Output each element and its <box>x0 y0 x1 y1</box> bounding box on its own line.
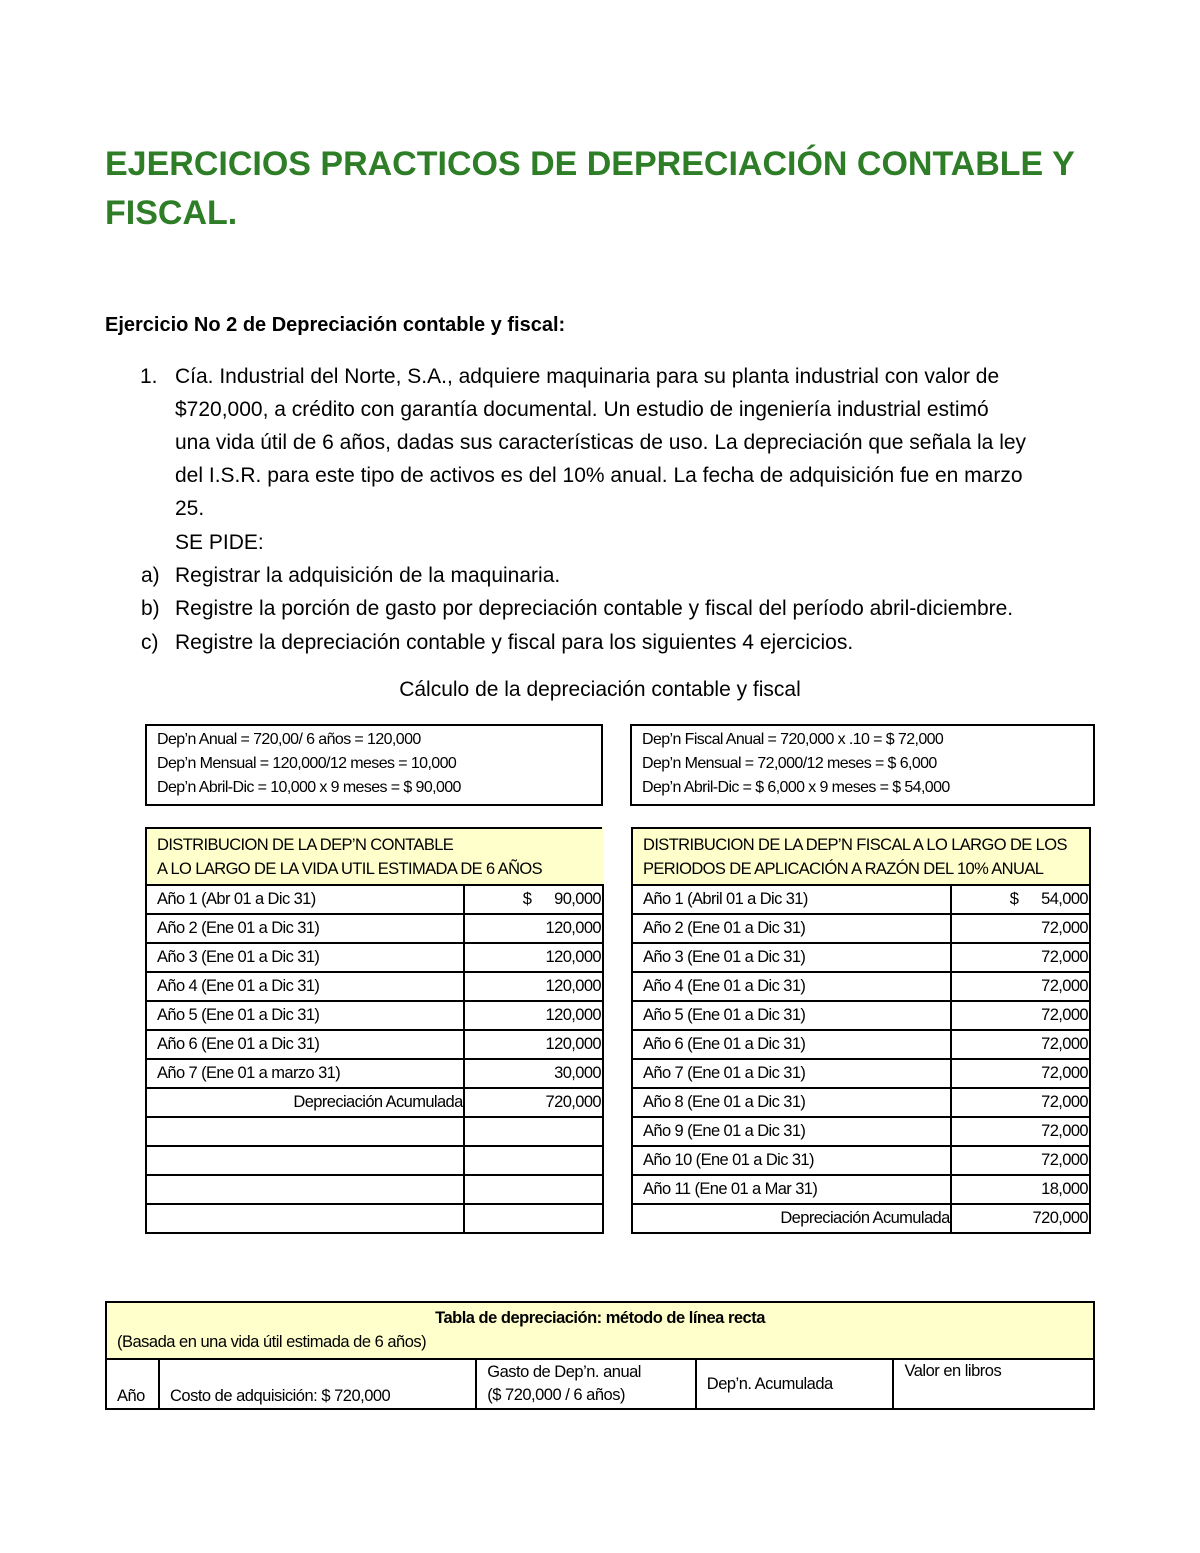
empty-cell <box>146 1146 464 1175</box>
row-value: 72,000 <box>951 1117 1090 1146</box>
expense-line: Gasto de Dep’n. anual <box>487 1363 641 1381</box>
row-value: 72,000 <box>951 1059 1090 1088</box>
row-label: Año 5 (Ene 01 a Dic 31) <box>146 1001 464 1030</box>
row-label: Año 3 (Ene 01 a Dic 31) <box>632 943 951 972</box>
row-value: 72,000 <box>951 1030 1090 1059</box>
header-line: DISTRIBUCION DE LA DEP’N FISCAL A LO LARGO DE LOS <box>643 835 1067 854</box>
row-label: Año 7 (Ene 01 a Dic 31) <box>632 1059 951 1088</box>
problem-number: 1. <box>140 365 158 388</box>
formula-box-fiscal <box>630 724 1095 806</box>
table-row <box>632 914 1090 943</box>
empty-cell <box>146 1204 464 1233</box>
table-row <box>632 1088 1090 1117</box>
total-value: 720,000 <box>464 1088 603 1117</box>
calculation-title: Cálculo de la depreciación contable y fiscal <box>399 678 801 701</box>
row-label: Año 8 (Ene 01 a Dic 31) <box>632 1088 951 1117</box>
fiscal-distribution-table <box>631 827 1091 1234</box>
se-pide-label: SE PIDE: <box>175 531 264 554</box>
formula-line: Dep’n Anual = 720,00/ 6 años = 120,000 <box>157 731 421 748</box>
currency-sign: $ <box>1009 890 1019 908</box>
formula-box-contable <box>145 724 603 806</box>
total-label: Depreciación Acumulada <box>146 1088 464 1117</box>
row-label: Año 1 (Abr 01 a Dic 31) <box>146 885 464 914</box>
row-label: Año 1 (Abril 01 a Dic 31) <box>632 885 951 914</box>
row-value: 120,000 <box>464 1001 603 1030</box>
table-header <box>632 828 1090 885</box>
empty-cell <box>146 1175 464 1204</box>
total-label: Depreciación Acumulada <box>632 1204 951 1233</box>
empty-cell <box>464 1204 603 1233</box>
row-label: Año 2 (Ene 01 a Dic 31) <box>632 914 951 943</box>
col-header-cost: Costo de adquisición: $ 720,000 <box>159 1359 476 1409</box>
row-value: 72,000 <box>951 1088 1090 1117</box>
table-row <box>632 1117 1090 1146</box>
col-header-book-value: Valor en libros <box>893 1359 1094 1409</box>
straight-line-subtitle: (Basada en una vida útil estimada de 6 años) <box>117 1333 427 1351</box>
empty-cell <box>146 1117 464 1146</box>
row-label: Año 6 (Ene 01 a Dic 31) <box>632 1030 951 1059</box>
empty-row <box>146 1175 603 1204</box>
row-value: 72,000 <box>951 1146 1090 1175</box>
row-value: 72,000 <box>951 972 1090 1001</box>
empty-row <box>146 1117 603 1146</box>
table-row <box>632 1030 1090 1059</box>
table-row <box>632 1175 1090 1204</box>
row-value: 120,000 <box>464 914 603 943</box>
row-label: Año 4 (Ene 01 a Dic 31) <box>632 972 951 1001</box>
table-row <box>146 1001 603 1030</box>
straight-line-title: Tabla de depreciación: método de línea recta <box>435 1309 765 1327</box>
table-row <box>146 1030 603 1059</box>
empty-cell <box>464 1146 603 1175</box>
col-header-year: Año <box>106 1359 159 1409</box>
empty-row <box>146 1204 603 1233</box>
row-label: Año 4 (Ene 01 a Dic 31) <box>146 972 464 1001</box>
formula-line: Dep’n Fiscal Anual = 720,000 x .10 = $ 72,000 <box>642 731 944 748</box>
problem-line: Cía. Industrial del Norte, S.A., adquiere maquinaria para su planta industrial con valor de <box>175 365 1000 388</box>
col-header-expense <box>476 1359 696 1409</box>
header-line: PERIODOS DE APLICACIÓN A RAZÓN DEL 10% ANUAL <box>643 859 1044 878</box>
value-text: 90,000 <box>554 890 601 908</box>
header-line: DISTRIBUCION DE LA DEP’N CONTABLE <box>157 835 454 854</box>
empty-row <box>146 1146 603 1175</box>
table-row <box>146 914 603 943</box>
col-header-accumulated: Dep’n. Acumulada <box>696 1359 894 1409</box>
row-value: 120,000 <box>464 1030 603 1059</box>
row-value <box>464 885 603 914</box>
row-label: Año 2 (Ene 01 a Dic 31) <box>146 914 464 943</box>
row-value <box>951 885 1090 914</box>
exercise-heading: Ejercicio No 2 de Depreciación contable y fiscal: <box>105 314 566 336</box>
table-row <box>632 1001 1090 1030</box>
row-label: Año 5 (Ene 01 a Dic 31) <box>632 1001 951 1030</box>
problem-line: 25. <box>175 497 205 520</box>
table-row <box>146 1059 603 1088</box>
straight-line-table <box>105 1301 1095 1410</box>
table-row <box>146 943 603 972</box>
table-total-row <box>146 1088 603 1117</box>
formula-line: Dep’n Abril-Dic = 10,000 x 9 meses = $ 90,000 <box>157 779 461 796</box>
expense-line: ($ 720,000 / 6 años) <box>487 1386 625 1404</box>
task-text: Registre la porción de gasto por depreciación contable y fiscal del período abril-diciembre. <box>175 597 1014 620</box>
table-row <box>632 1059 1090 1088</box>
row-label: Año 6 (Ene 01 a Dic 31) <box>146 1030 464 1059</box>
value-text: 54,000 <box>1041 890 1088 908</box>
row-label: Año 10 (Ene 01 a Dic 31) <box>632 1146 951 1175</box>
problem-line: $720,000, a crédito con garantía documental. Un estudio de ingeniería industrial estimó <box>175 398 989 421</box>
table-row <box>632 1146 1090 1175</box>
formula-line: Dep’n Mensual = 72,000/12 meses = $ 6,000 <box>642 755 937 772</box>
currency-sign: $ <box>522 890 532 908</box>
row-value: 120,000 <box>464 972 603 1001</box>
table-row <box>146 885 603 914</box>
document-title: EJERCICIOS PRACTICOS DE DEPRECIACIÓN CONTABLE Y FISCAL. <box>105 145 1075 232</box>
row-label: Año 7 (Ene 01 a marzo 31) <box>146 1059 464 1088</box>
row-value: 18,000 <box>951 1175 1090 1204</box>
problem-line: del I.S.R. para este tipo de activos es del 10% anual. La fecha de adquisición fue en marzo <box>175 464 1023 487</box>
table-header <box>146 828 603 885</box>
empty-cell <box>464 1175 603 1204</box>
task-letter: a) <box>141 564 160 587</box>
problem-line: una vida útil de 6 años, dadas sus características de uso. La depreciación que señala la ley <box>175 431 1027 454</box>
header-line: A LO LARGO DE LA VIDA UTIL ESTIMADA DE 6 AÑOS <box>157 859 543 878</box>
table-row <box>632 885 1090 914</box>
task-letter: c) <box>141 631 159 654</box>
total-value: 720,000 <box>951 1204 1090 1233</box>
task-text: Registre la depreciación contable y fiscal para los siguientes 4 ejercicios. <box>175 631 854 654</box>
row-value: 72,000 <box>951 943 1090 972</box>
table-row <box>632 972 1090 1001</box>
row-value: 72,000 <box>951 1001 1090 1030</box>
row-label: Año 11 (Ene 01 a Mar 31) <box>632 1175 951 1204</box>
row-label: Año 3 (Ene 01 a Dic 31) <box>146 943 464 972</box>
formula-line: Dep’n Abril-Dic = $ 6,000 x 9 meses = $ 54,000 <box>642 779 950 796</box>
row-label: Año 9 (Ene 01 a Dic 31) <box>632 1117 951 1146</box>
empty-cell <box>464 1117 603 1146</box>
contable-distribution-table <box>145 827 604 1234</box>
table-total-row <box>632 1204 1090 1233</box>
table-row <box>632 943 1090 972</box>
row-value: 30,000 <box>464 1059 603 1088</box>
row-value: 72,000 <box>951 914 1090 943</box>
table-row <box>146 972 603 1001</box>
formula-line: Dep’n Mensual = 120,000/12 meses = 10,000 <box>157 755 457 772</box>
task-letter: b) <box>141 597 160 620</box>
task-text: Registrar la adquisición de la maquinaria. <box>175 564 561 587</box>
straight-line-header <box>106 1302 1094 1359</box>
row-value: 120,000 <box>464 943 603 972</box>
